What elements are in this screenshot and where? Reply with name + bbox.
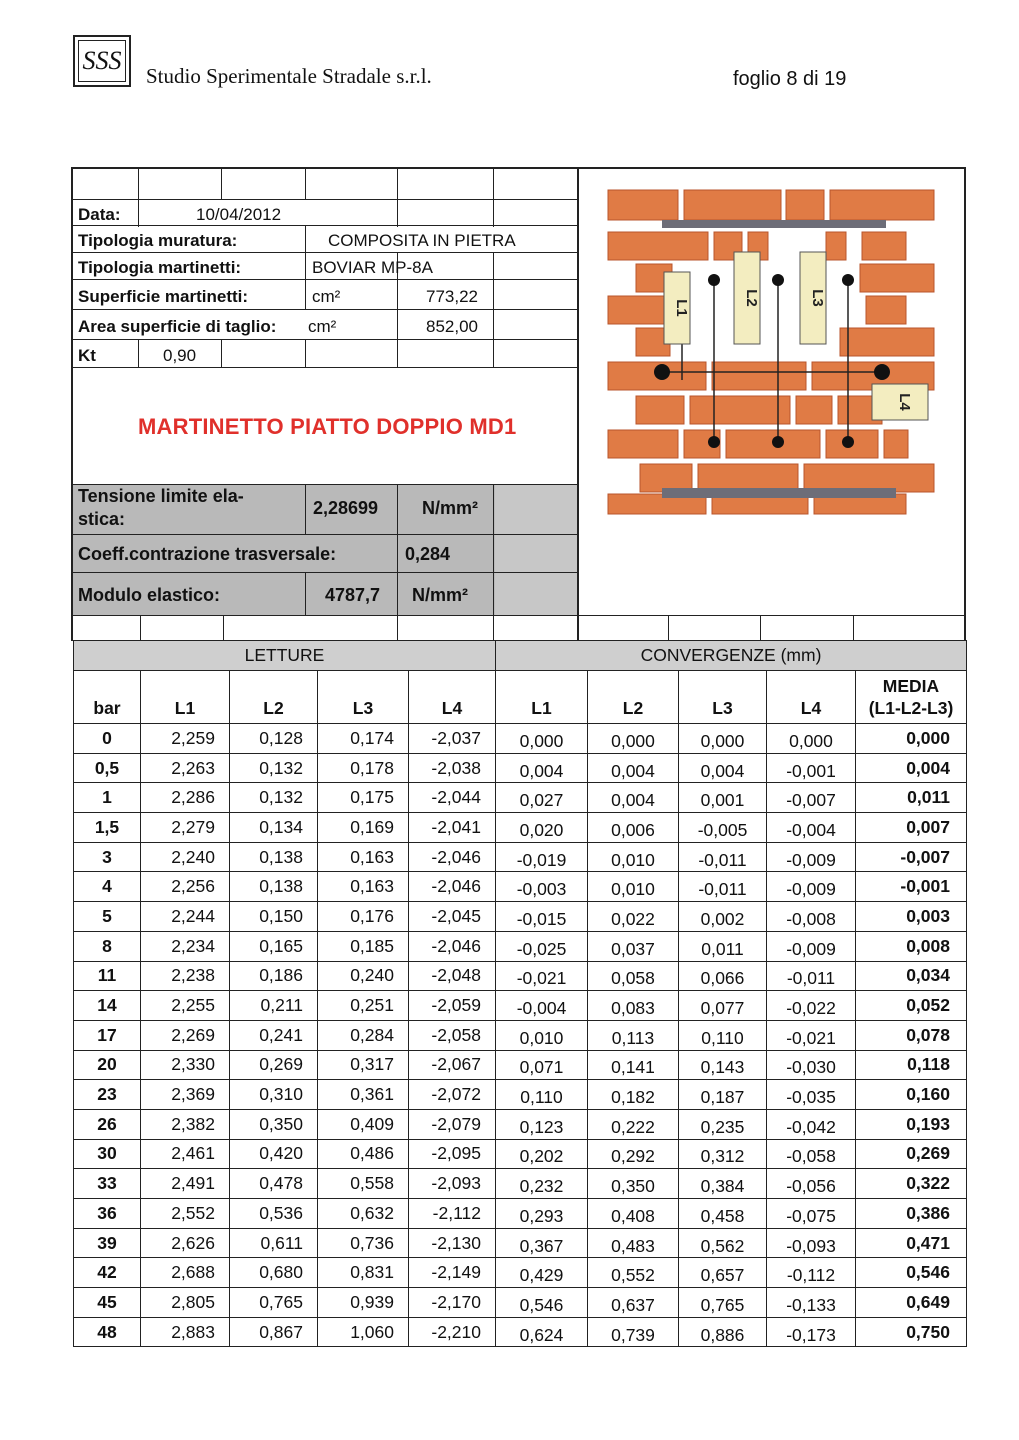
read-l3-cell: 0,174 (318, 724, 409, 754)
conv-l1-cell: 0,123 (496, 1109, 588, 1139)
media-cell: 0,052 (856, 991, 967, 1021)
conv-l3-cell: 0,066 (679, 961, 767, 991)
read-l3-cell: 0,317 (318, 1050, 409, 1080)
conv-l1-cell: 0,004 (496, 753, 588, 783)
col-bar: bar (74, 671, 141, 724)
read-l2-cell: 0,536 (230, 1199, 318, 1229)
pressure-cell: 23 (74, 1080, 141, 1110)
conv-l2-cell: 0,022 (588, 902, 679, 932)
read-l2-cell: 0,132 (230, 753, 318, 783)
read-l2-cell: 0,680 (230, 1258, 318, 1288)
table-row (74, 1317, 967, 1347)
read-l1-cell: 2,330 (141, 1050, 230, 1080)
read-l3-cell: 0,486 (318, 1139, 409, 1169)
conv-l2-cell: 0,113 (588, 1020, 679, 1050)
pressure-cell: 20 (74, 1050, 141, 1080)
conv-l2-cell: 0,010 (588, 872, 679, 902)
stress-limit-label-1: Tensione limite ela- (78, 486, 244, 506)
conv-l4-cell: -0,042 (767, 1109, 856, 1139)
col-conv-l2: L2 (588, 671, 679, 724)
pressure-cell: 4 (74, 872, 141, 902)
table-row (74, 1228, 967, 1258)
read-l4-cell: -2,149 (409, 1258, 496, 1288)
conv-l3-cell: 0,001 (679, 783, 767, 813)
pressure-cell: 1,5 (74, 813, 141, 843)
read-l1-cell: 2,240 (141, 842, 230, 872)
stress-limit-label-2: stica: (78, 509, 126, 529)
pressure-cell: 30 (74, 1139, 141, 1169)
read-l1-cell: 2,244 (141, 902, 230, 932)
col-media-title: MEDIA (882, 676, 940, 696)
col-read-l4: L4 (409, 671, 496, 724)
table-row (74, 991, 967, 1021)
read-l2-cell: 0,310 (230, 1080, 318, 1110)
table-row (74, 1169, 967, 1199)
conv-l3-cell: 0,187 (679, 1080, 767, 1110)
conv-l2-cell: 0,182 (588, 1080, 679, 1110)
read-l2-cell: 0,269 (230, 1050, 318, 1080)
read-l2-cell: 0,211 (230, 991, 318, 1021)
conv-l1-cell: 0,624 (496, 1317, 588, 1347)
conv-l4-cell: -0,009 (767, 842, 856, 872)
read-l3-cell: 0,558 (318, 1169, 409, 1199)
read-l1-cell: 2,263 (141, 753, 230, 783)
conv-l3-cell: 0,384 (679, 1169, 767, 1199)
flat-jack-diagram (596, 180, 941, 522)
read-l4-cell: -2,038 (409, 753, 496, 783)
read-l3-cell: 0,284 (318, 1020, 409, 1050)
svg-text:L1: L1 (673, 299, 690, 317)
media-cell: 0,649 (856, 1288, 967, 1318)
read-l3-cell: 0,736 (318, 1228, 409, 1258)
read-l3-cell: 1,060 (318, 1317, 409, 1347)
company-logo (73, 35, 131, 87)
conv-l2-cell: 0,058 (588, 961, 679, 991)
read-l2-cell: 0,134 (230, 813, 318, 843)
pressure-cell: 42 (74, 1258, 141, 1288)
table-row (74, 724, 967, 754)
read-l3-cell: 0,409 (318, 1109, 409, 1139)
read-l4-cell: -2,048 (409, 961, 496, 991)
gauge-L2 (734, 252, 760, 344)
table-row (74, 902, 967, 932)
media-cell: 0,118 (856, 1050, 967, 1080)
table-row (74, 1139, 967, 1169)
conv-l1-cell: 0,367 (496, 1228, 588, 1258)
media-cell: 0,322 (856, 1169, 967, 1199)
conv-l4-cell: -0,112 (767, 1258, 856, 1288)
pressure-cell: 45 (74, 1288, 141, 1318)
conv-l4-cell: -0,030 (767, 1050, 856, 1080)
pressure-cell: 17 (74, 1020, 141, 1050)
stress-limit-value: 2,28699 (313, 498, 379, 518)
date-label: Data: (78, 205, 121, 224)
read-l3-cell: 0,361 (318, 1080, 409, 1110)
table-row (74, 1080, 967, 1110)
conv-l4-cell: -0,056 (767, 1169, 856, 1199)
conv-l2-cell: 0,037 (588, 931, 679, 961)
conv-l2-cell: 0,552 (588, 1258, 679, 1288)
media-cell: -0,007 (856, 842, 967, 872)
read-l4-cell: -2,037 (409, 724, 496, 754)
conv-l1-cell: 0,020 (496, 813, 588, 843)
conv-l3-cell: 0,312 (679, 1139, 767, 1169)
conv-l2-cell: 0,222 (588, 1109, 679, 1139)
poisson-label: Coeff.contrazione trasversale: (78, 544, 337, 564)
table-row (74, 842, 967, 872)
masonry-type-label: Tipologia muratura: (78, 231, 238, 250)
conv-l4-cell: -0,007 (767, 783, 856, 813)
table-row (74, 872, 967, 902)
read-l1-cell: 2,626 (141, 1228, 230, 1258)
conv-l1-cell: 0,293 (496, 1199, 588, 1229)
read-l3-cell: 0,169 (318, 813, 409, 843)
read-l2-cell: 0,128 (230, 724, 318, 754)
pressure-cell: 11 (74, 961, 141, 991)
conv-l3-cell: 0,110 (679, 1020, 767, 1050)
read-l1-cell: 2,286 (141, 783, 230, 813)
read-l3-cell: 0,632 (318, 1199, 409, 1229)
table-row (74, 1199, 967, 1229)
conv-l4-cell: -0,008 (767, 902, 856, 932)
read-l2-cell: 0,165 (230, 931, 318, 961)
brick-wall (608, 190, 934, 514)
read-l2-cell: 0,765 (230, 1288, 318, 1318)
masonry-type-value: COMPOSITA IN PIETRA (328, 231, 516, 250)
conv-l2-cell: 0,083 (588, 991, 679, 1021)
media-cell: 0,750 (856, 1317, 967, 1347)
col-media-subtitle: (L1-L2-L3) (868, 698, 954, 718)
read-l4-cell: -2,044 (409, 783, 496, 813)
kt-value: 0,90 (163, 346, 197, 365)
conv-l3-cell: 0,077 (679, 991, 767, 1021)
media-cell: 0,078 (856, 1020, 967, 1050)
read-l1-cell: 2,491 (141, 1169, 230, 1199)
conv-l2-cell: 0,483 (588, 1228, 679, 1258)
cut-area-unit: cm² (308, 317, 337, 336)
media-cell: 0,160 (856, 1080, 967, 1110)
col-conv-l4: L4 (767, 671, 856, 724)
jack-surface-unit: cm² (312, 287, 341, 306)
conv-l4-cell: -0,075 (767, 1199, 856, 1229)
conv-l4-cell: -0,009 (767, 931, 856, 961)
pressure-cell: 36 (74, 1199, 141, 1229)
conv-l3-cell: 0,004 (679, 753, 767, 783)
col-media (856, 671, 967, 724)
conv-l4-cell: -0,004 (767, 813, 856, 843)
media-cell: 0,004 (856, 753, 967, 783)
table-row (74, 1258, 967, 1288)
conv-l2-cell: 0,010 (588, 842, 679, 872)
conv-l3-cell: 0,002 (679, 902, 767, 932)
read-l4-cell: -2,170 (409, 1288, 496, 1318)
media-cell: 0,003 (856, 902, 967, 932)
column-header-row (74, 671, 967, 724)
conv-l2-cell: 0,004 (588, 783, 679, 813)
readings-group-header: LETTURE (74, 641, 496, 671)
results-panel-strip (495, 484, 577, 616)
pressure-cell: 33 (74, 1169, 141, 1199)
jack-surface-label: Superficie martinetti: (78, 287, 249, 306)
conv-l3-cell: 0,886 (679, 1317, 767, 1347)
conv-l4-cell: -0,009 (767, 872, 856, 902)
conv-l1-cell: -0,019 (496, 842, 588, 872)
test-title: MARTINETTO PIATTO DOPPIO MD1 (138, 414, 517, 439)
conv-l2-cell: 0,637 (588, 1288, 679, 1318)
media-cell: 0,193 (856, 1109, 967, 1139)
conv-l1-cell: 0,110 (496, 1080, 588, 1110)
table-row (74, 931, 967, 961)
read-l4-cell: -2,046 (409, 872, 496, 902)
conv-l4-cell: 0,000 (767, 724, 856, 754)
read-l2-cell: 0,611 (230, 1228, 318, 1258)
conv-l4-cell: -0,133 (767, 1288, 856, 1318)
read-l1-cell: 2,255 (141, 991, 230, 1021)
pressure-cell: 0,5 (74, 753, 141, 783)
company-name: Studio Sperimentale Stradale s.r.l. (146, 64, 432, 88)
media-cell: 0,034 (856, 961, 967, 991)
read-l1-cell: 2,369 (141, 1080, 230, 1110)
conv-l4-cell: -0,021 (767, 1020, 856, 1050)
read-l2-cell: 0,138 (230, 842, 318, 872)
read-l1-cell: 2,259 (141, 724, 230, 754)
conv-l2-cell: 0,408 (588, 1199, 679, 1229)
read-l4-cell: -2,046 (409, 842, 496, 872)
read-l4-cell: -2,079 (409, 1109, 496, 1139)
read-l4-cell: -2,093 (409, 1169, 496, 1199)
pressure-cell: 8 (74, 931, 141, 961)
media-cell: 0,386 (856, 1199, 967, 1229)
read-l2-cell: 0,150 (230, 902, 318, 932)
read-l1-cell: 2,279 (141, 813, 230, 843)
read-l3-cell: 0,251 (318, 991, 409, 1021)
conv-l1-cell: 0,000 (496, 724, 588, 754)
media-cell: 0,546 (856, 1258, 967, 1288)
read-l4-cell: -2,046 (409, 931, 496, 961)
conv-l3-cell: -0,011 (679, 842, 767, 872)
stress-limit-unit: N/mm² (422, 498, 479, 518)
read-l2-cell: 0,138 (230, 872, 318, 902)
read-l3-cell: 0,175 (318, 783, 409, 813)
conv-l1-cell: -0,021 (496, 961, 588, 991)
gauge-L1 (664, 272, 690, 344)
read-l3-cell: 0,176 (318, 902, 409, 932)
svg-text:L2: L2 (743, 289, 760, 307)
col-read-l3: L3 (318, 671, 409, 724)
read-l4-cell: -2,210 (409, 1317, 496, 1347)
read-l1-cell: 2,552 (141, 1199, 230, 1229)
conv-l1-cell: -0,015 (496, 902, 588, 932)
read-l3-cell: 0,178 (318, 753, 409, 783)
read-l4-cell: -2,130 (409, 1228, 496, 1258)
read-l1-cell: 2,238 (141, 961, 230, 991)
read-l2-cell: 0,478 (230, 1169, 318, 1199)
logo-mark: SSS (78, 40, 126, 82)
pressure-cell: 26 (74, 1109, 141, 1139)
media-cell: -0,001 (856, 872, 967, 902)
media-cell: 0,007 (856, 813, 967, 843)
conv-l1-cell: -0,004 (496, 991, 588, 1021)
gauge-L4 (872, 384, 928, 420)
kt-label: Kt (78, 346, 96, 365)
read-l4-cell: -2,059 (409, 991, 496, 1021)
pressure-cell: 0 (74, 724, 141, 754)
read-l2-cell: 0,132 (230, 783, 318, 813)
svg-text:L3: L3 (809, 289, 826, 307)
read-l1-cell: 2,382 (141, 1109, 230, 1139)
read-l3-cell: 0,163 (318, 842, 409, 872)
elastic-modulus-unit: N/mm² (412, 585, 469, 605)
conv-l2-cell: 0,739 (588, 1317, 679, 1347)
table-row (74, 1050, 967, 1080)
conv-l2-cell: 0,292 (588, 1139, 679, 1169)
pressure-cell: 1 (74, 783, 141, 813)
col-read-l2: L2 (230, 671, 318, 724)
read-l1-cell: 2,805 (141, 1288, 230, 1318)
table-row (74, 753, 967, 783)
upper-flat-jack (662, 220, 886, 228)
conv-l3-cell: -0,005 (679, 813, 767, 843)
read-l1-cell: 2,269 (141, 1020, 230, 1050)
read-l2-cell: 0,420 (230, 1139, 318, 1169)
conv-l3-cell: 0,458 (679, 1199, 767, 1229)
table-row (74, 1109, 967, 1139)
pressure-cell: 3 (74, 842, 141, 872)
conv-l1-cell: 0,010 (496, 1020, 588, 1050)
read-l4-cell: -2,095 (409, 1139, 496, 1169)
read-l2-cell: 0,867 (230, 1317, 318, 1347)
read-l4-cell: -2,112 (409, 1199, 496, 1229)
elastic-modulus-value: 4787,7 (325, 585, 381, 605)
conv-l2-cell: 0,006 (588, 813, 679, 843)
table-row (74, 813, 967, 843)
conv-l1-cell: -0,003 (496, 872, 588, 902)
conv-l3-cell: 0,011 (679, 931, 767, 961)
conv-l2-cell: 0,000 (588, 724, 679, 754)
read-l3-cell: 0,185 (318, 931, 409, 961)
elastic-modulus-label: Modulo elastico: (78, 585, 221, 605)
cut-area-value: 852,00 (426, 317, 478, 336)
conv-l3-cell: 0,765 (679, 1288, 767, 1318)
gauge-L3 (800, 252, 826, 344)
table-row (74, 783, 967, 813)
read-l3-cell: 0,831 (318, 1258, 409, 1288)
pressure-cell: 5 (74, 902, 141, 932)
conv-l1-cell: 0,546 (496, 1288, 588, 1318)
conv-l3-cell: 0,562 (679, 1228, 767, 1258)
read-l3-cell: 0,240 (318, 961, 409, 991)
read-l3-cell: 0,163 (318, 872, 409, 902)
read-l1-cell: 2,256 (141, 872, 230, 902)
read-l1-cell: 2,883 (141, 1317, 230, 1347)
conv-l2-cell: 0,141 (588, 1050, 679, 1080)
conv-l3-cell: -0,011 (679, 872, 767, 902)
table-row (74, 961, 967, 991)
conv-l4-cell: -0,022 (767, 991, 856, 1021)
conv-l4-cell: -0,093 (767, 1228, 856, 1258)
col-conv-l1: L1 (496, 671, 588, 724)
read-l4-cell: -2,067 (409, 1050, 496, 1080)
conv-l4-cell: -0,001 (767, 753, 856, 783)
conv-l1-cell: 0,071 (496, 1050, 588, 1080)
read-l4-cell: -2,072 (409, 1080, 496, 1110)
read-l1-cell: 2,688 (141, 1258, 230, 1288)
media-cell: 0,269 (856, 1139, 967, 1169)
media-cell: 0,011 (856, 783, 967, 813)
conv-l2-cell: 0,004 (588, 753, 679, 783)
read-l4-cell: -2,058 (409, 1020, 496, 1050)
poisson-value: 0,284 (405, 544, 451, 564)
table-row (74, 1288, 967, 1318)
conv-l1-cell: 0,232 (496, 1169, 588, 1199)
pressure-cell: 14 (74, 991, 141, 1021)
read-l1-cell: 2,234 (141, 931, 230, 961)
col-conv-l3: L3 (679, 671, 767, 724)
measurements-table (73, 640, 967, 1347)
conv-l3-cell: 0,235 (679, 1109, 767, 1139)
media-cell: 0,471 (856, 1228, 967, 1258)
jack-type-value: BOVIAR MP-8A (312, 258, 433, 277)
svg-text:L4: L4 (896, 393, 913, 411)
read-l4-cell: -2,045 (409, 902, 496, 932)
cut-area-label: Area superficie di taglio: (78, 317, 277, 336)
table-row (74, 1020, 967, 1050)
conv-l1-cell: 0,429 (496, 1258, 588, 1288)
lower-flat-jack (662, 488, 896, 498)
conv-l1-cell: -0,025 (496, 931, 588, 961)
read-l2-cell: 0,186 (230, 961, 318, 991)
conv-l1-cell: 0,202 (496, 1139, 588, 1169)
conv-l3-cell: 0,000 (679, 724, 767, 754)
conv-l1-cell: 0,027 (496, 783, 588, 813)
convergence-group-header: CONVERGENZE (mm) (496, 641, 967, 671)
conv-l4-cell: -0,035 (767, 1080, 856, 1110)
conv-l2-cell: 0,350 (588, 1169, 679, 1199)
read-l1-cell: 2,461 (141, 1139, 230, 1169)
conv-l3-cell: 0,143 (679, 1050, 767, 1080)
conv-l4-cell: -0,058 (767, 1139, 856, 1169)
pressure-cell: 48 (74, 1317, 141, 1347)
jack-type-label: Tipologia martinetti: (78, 258, 242, 277)
pressure-cell: 39 (74, 1228, 141, 1258)
read-l2-cell: 0,350 (230, 1109, 318, 1139)
sheet-number: foglio 8 di 19 (733, 68, 847, 90)
read-l3-cell: 0,939 (318, 1288, 409, 1318)
conv-l4-cell: -0,173 (767, 1317, 856, 1347)
col-read-l1: L1 (141, 671, 230, 724)
conv-l3-cell: 0,657 (679, 1258, 767, 1288)
media-cell: 0,008 (856, 931, 967, 961)
conv-l4-cell: -0,011 (767, 961, 856, 991)
read-l2-cell: 0,241 (230, 1020, 318, 1050)
media-cell: 0,000 (856, 724, 967, 754)
jack-surface-value: 773,22 (426, 287, 478, 306)
read-l4-cell: -2,041 (409, 813, 496, 843)
date-value: 10/04/2012 (196, 205, 282, 224)
